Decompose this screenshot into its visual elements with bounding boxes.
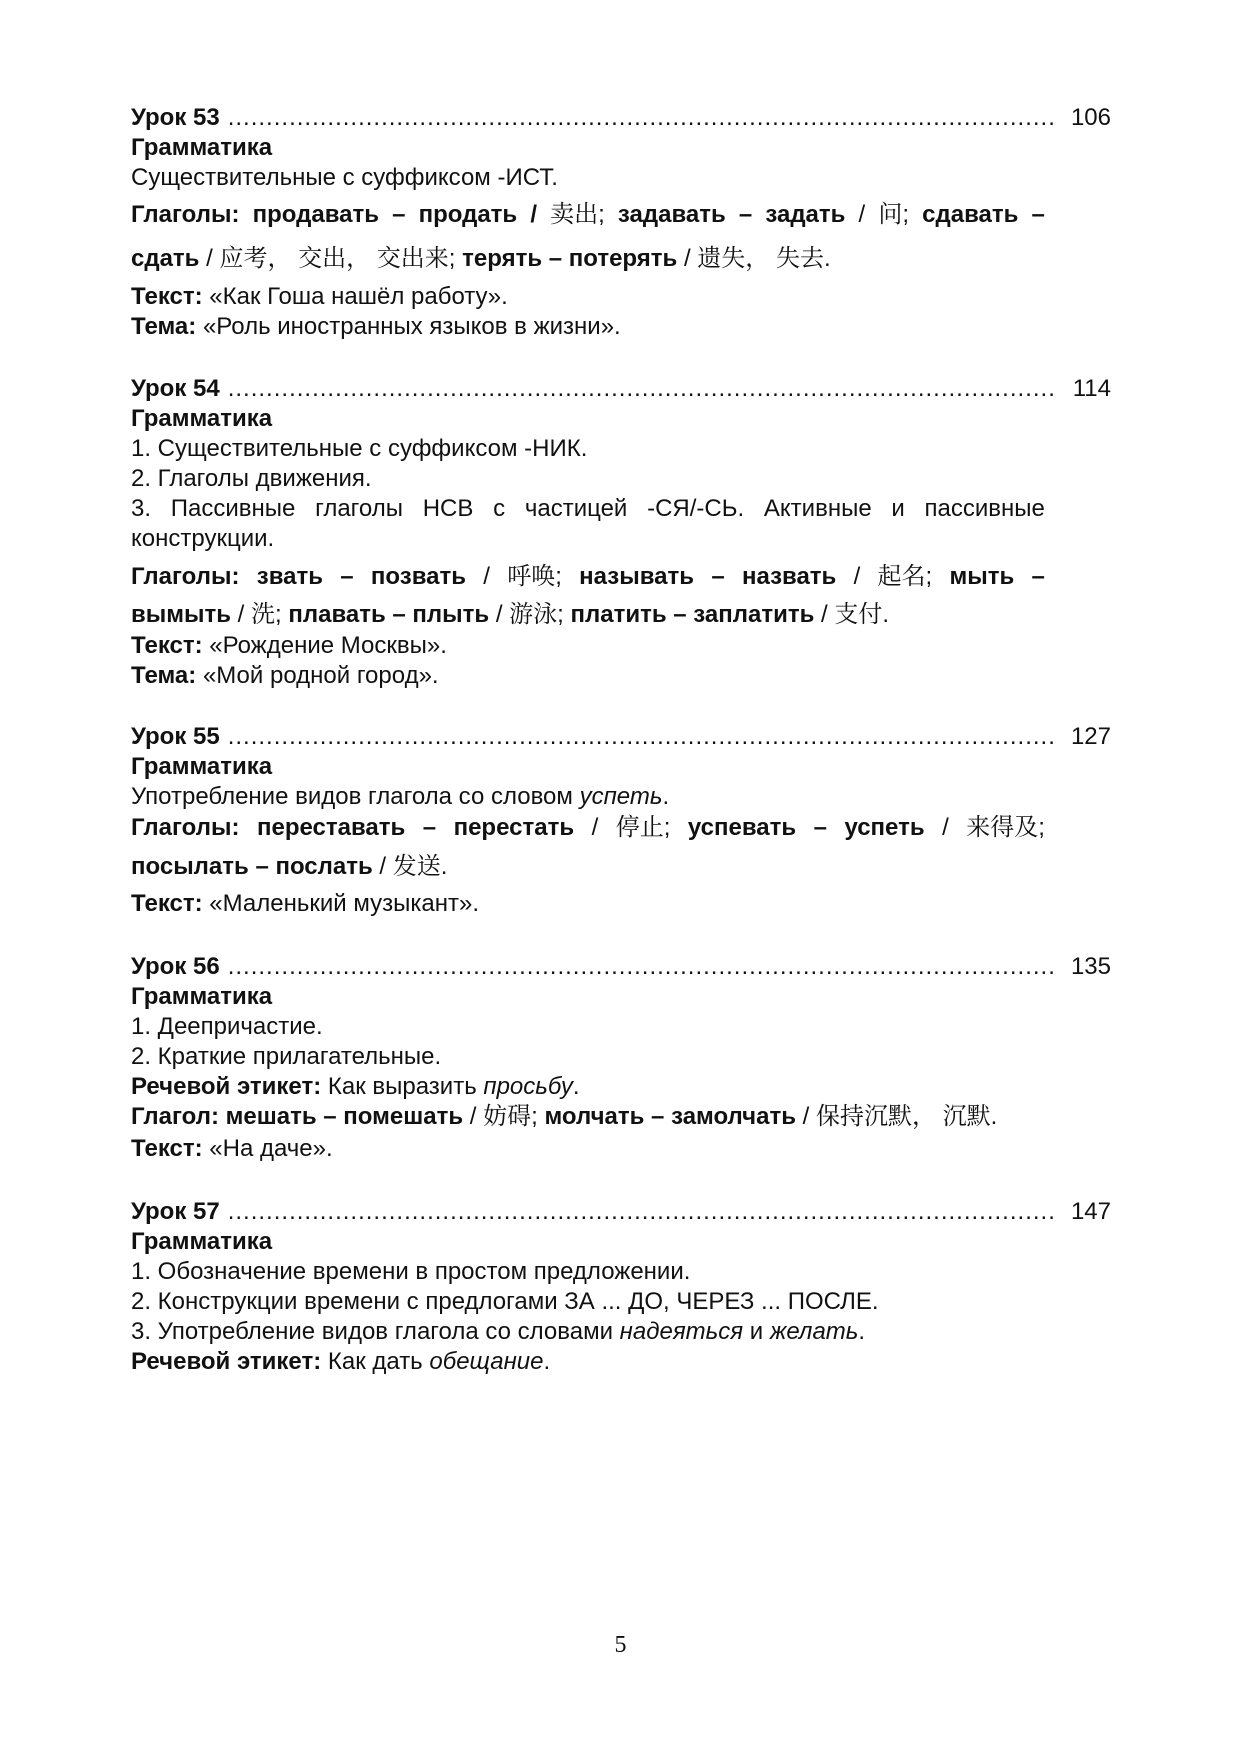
translation: / 妨碍; (463, 1103, 545, 1130)
lesson-page-number: 147 (1070, 1198, 1111, 1225)
verb-pair: терять – потерять (462, 245, 678, 272)
etiquette-keyword: просьбу (483, 1073, 573, 1100)
verb-pair: молчать – замолчать (544, 1103, 796, 1130)
leader-dots (228, 101, 1053, 135)
verb: сдать (131, 245, 200, 272)
verb-pair: плавать – плыть (288, 601, 490, 628)
leader-dots (228, 950, 1053, 984)
etiquette-keyword: обещание (429, 1348, 544, 1375)
dash: – (1031, 563, 1045, 590)
slash: / (483, 563, 490, 590)
leader-dots (228, 1195, 1053, 1229)
dash: – (738, 201, 753, 228)
verbs-label: Глаголы: (131, 563, 240, 590)
page-number: 5 (614, 1632, 627, 1658)
word: частицей (524, 495, 628, 522)
lesson-page-number: 114 (1072, 375, 1111, 402)
word: 3. (131, 495, 152, 522)
dash: – (340, 563, 354, 590)
translation: 呼唤; (507, 563, 562, 590)
translation: / 保持沉默， 沉默. (795, 1103, 998, 1130)
grammar-item: Существительные с суффиксом -ИСТ. (131, 164, 558, 191)
lesson-title: Урок 56 (131, 953, 220, 980)
lesson-heading (131, 1195, 1111, 1229)
translation: 停止; (615, 814, 671, 841)
verb: продавать (252, 201, 379, 228)
translation: 起名; (877, 563, 933, 590)
theme-label: Тема: (131, 662, 197, 689)
slash: / (942, 814, 949, 841)
lesson-title: Урок 54 (131, 375, 220, 402)
slash: / (530, 201, 537, 228)
translation: 来得及; (966, 814, 1045, 841)
verbs-line-1 (131, 198, 1045, 232)
lesson-page-number: 127 (1070, 723, 1111, 750)
verb-pair: Глагол: мешать – помешать (131, 1103, 464, 1130)
word: и (891, 495, 905, 522)
lesson-title: Урок 53 (131, 104, 220, 131)
grammar-end: . (858, 1318, 866, 1345)
word: Пассивные (170, 495, 296, 522)
grammar-text: 3. Употребление видов глагола со словами (131, 1318, 620, 1345)
verb: сдавать (922, 201, 1019, 228)
verb: назвать (741, 563, 837, 590)
etiquette-text: Как дать (321, 1348, 430, 1375)
lesson-page-number: 106 (1070, 104, 1111, 131)
dash: – (392, 201, 406, 228)
etiquette-end: . (543, 1348, 551, 1375)
translation: 问; (878, 201, 910, 228)
slash: / (591, 814, 599, 841)
grammar-heading: Грамматика (131, 405, 273, 432)
verb: продать (418, 201, 518, 228)
grammar-end: . (662, 783, 670, 810)
grammar-heading: Грамматика (131, 1228, 273, 1255)
etiquette-text: Как выразить (321, 1073, 484, 1100)
verb: мыть (949, 563, 1015, 590)
verb: называть (579, 563, 695, 590)
lesson-page-number: 135 (1070, 953, 1111, 980)
theme-title: «Роль иностранных языков в жизни». (196, 313, 621, 340)
leader-dots (228, 372, 1053, 406)
grammar-item: 2. Конструкции времени с предлогами ЗА ... ДО, ЧЕРЕЗ ... ПОСЛЕ. (131, 1288, 879, 1315)
slash: / (853, 563, 861, 590)
translation: / 游泳; (489, 601, 571, 628)
verbs-label: Глаголы: (131, 814, 240, 841)
verb: задавать (617, 201, 726, 228)
theme-title: «Мой родной город». (196, 662, 439, 689)
verbs-line-1 (131, 1100, 997, 1134)
verb: вымыть (131, 601, 232, 628)
dash: – (711, 563, 725, 590)
grammar-item (131, 492, 1045, 526)
text-label: Текст: (131, 632, 203, 659)
verbs-line-2 (131, 598, 889, 632)
grammar-item (131, 1315, 865, 1349)
word: НСВ (422, 495, 474, 522)
dash: – (422, 814, 437, 841)
verb: успеть (844, 814, 925, 841)
translation: / 遗失， 失去. (677, 245, 831, 272)
translation: / 发送. (372, 853, 448, 880)
lesson-title: Урок 55 (131, 723, 220, 750)
grammar-heading: Грамматика (131, 134, 273, 161)
verb: перестать (453, 814, 575, 841)
verbs-line-2 (131, 850, 447, 884)
grammar-item: 1. Существительные с суффиксом -НИК. (131, 435, 588, 462)
grammar-keyword: успеть (579, 783, 663, 810)
grammar-keyword: надеяться (619, 1318, 744, 1345)
etiquette-label: Речевой этикет: (131, 1073, 322, 1100)
verb-pair: посылать – послать (131, 853, 373, 880)
theme-line (131, 310, 621, 344)
slash: / (858, 201, 866, 228)
grammar-text: Употребление видов глагола со словом (131, 783, 580, 810)
lesson-heading (131, 101, 1111, 135)
verbs-label: Глаголы: (131, 201, 240, 228)
translation: 卖出; (550, 201, 605, 228)
word: пассивные (924, 495, 1045, 522)
verb: переставать (256, 814, 406, 841)
dash: – (1031, 201, 1045, 228)
grammar-item (131, 780, 669, 814)
grammar-text: и (743, 1318, 770, 1345)
verb-pair: платить – заплатить (570, 601, 815, 628)
lesson-heading (131, 372, 1111, 406)
translation: / 支付. (814, 601, 890, 628)
text-label: Текст: (131, 283, 203, 310)
etiquette-end: . (572, 1073, 580, 1100)
word: глаголы (315, 495, 403, 522)
grammar-item: 1. Обозначение времени в простом предложении. (131, 1258, 691, 1285)
grammar-item-continued: конструкции. (131, 525, 275, 552)
text-title: «Как Гоша нашёл работу». (202, 283, 508, 310)
dash: – (813, 814, 827, 841)
verb: звать (256, 563, 323, 590)
grammar-heading: Грамматика (131, 753, 273, 780)
word: Активные (763, 495, 872, 522)
text-line (131, 629, 447, 663)
verb: позвать (370, 563, 466, 590)
lesson-title: Урок 57 (131, 1198, 220, 1225)
text-line (131, 1132, 333, 1166)
grammar-item: 2. Глаголы движения. (131, 465, 372, 492)
text-title: «Маленький музыкант». (202, 890, 479, 917)
text-title: «На даче». (202, 1135, 333, 1162)
etiquette-line (131, 1345, 550, 1379)
grammar-item: 1. Деепричастие. (131, 1013, 323, 1040)
word: -СЯ/-СЬ. (647, 495, 745, 522)
lesson-heading (131, 720, 1111, 754)
leader-dots (228, 720, 1053, 754)
text-line (131, 887, 479, 921)
text-label: Текст: (131, 890, 203, 917)
text-title: «Рождение Москвы». (202, 632, 447, 659)
etiquette-line (131, 1070, 580, 1104)
theme-line (131, 659, 439, 693)
word: с (493, 495, 506, 522)
verb: успевать (687, 814, 797, 841)
grammar-keyword: желать (769, 1318, 859, 1345)
etiquette-label: Речевой этикет: (131, 1348, 322, 1375)
translation: / 应考， 交出， 交出来; (199, 245, 463, 272)
verbs-line-1 (131, 811, 1045, 845)
grammar-heading: Грамматика (131, 983, 273, 1010)
text-line (131, 280, 508, 314)
text-label: Текст: (131, 1135, 203, 1162)
verbs-line-2 (131, 242, 831, 276)
lesson-heading (131, 950, 1111, 984)
verbs-line-1 (131, 560, 1045, 594)
grammar-item: 2. Краткие прилагательные. (131, 1043, 442, 1070)
theme-label: Тема: (131, 313, 197, 340)
verb: задать (765, 201, 846, 228)
translation: / 洗; (231, 601, 289, 628)
